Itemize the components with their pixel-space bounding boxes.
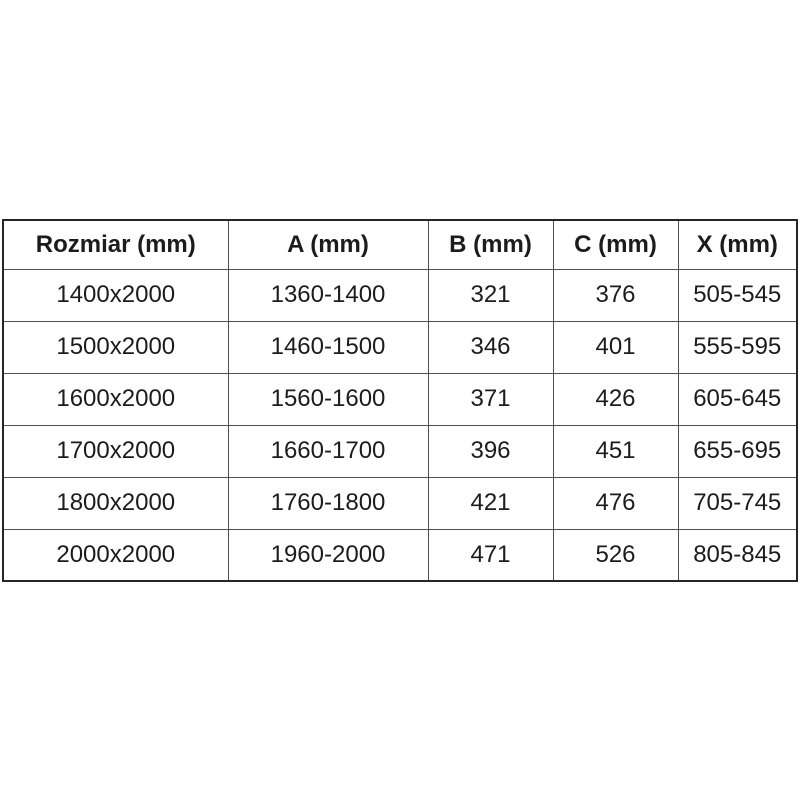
table-cell: 321	[428, 269, 553, 321]
table-cell: 1400x2000	[3, 269, 228, 321]
table-cell: 605-645	[678, 373, 797, 425]
table-cell: 1360-1400	[228, 269, 428, 321]
table-row	[3, 269, 797, 321]
table-cell: 1700x2000	[3, 425, 228, 477]
table-cell: 655-695	[678, 425, 797, 477]
table-row	[3, 321, 797, 373]
header-cell-a: A (mm)	[228, 220, 428, 269]
table-cell: 421	[428, 477, 553, 529]
table-cell: 1760-1800	[228, 477, 428, 529]
header-cell-c: C (mm)	[553, 220, 678, 269]
table-cell: 346	[428, 321, 553, 373]
table-cell: 1600x2000	[3, 373, 228, 425]
table-cell: 705-745	[678, 477, 797, 529]
table-cell: 371	[428, 373, 553, 425]
table-row	[3, 529, 797, 581]
header-row	[3, 220, 797, 269]
table-cell: 1560-1600	[228, 373, 428, 425]
table-cell: 526	[553, 529, 678, 581]
table-cell: 1660-1700	[228, 425, 428, 477]
header-cell-x: X (mm)	[678, 220, 797, 269]
table-row	[3, 477, 797, 529]
table-row	[3, 425, 797, 477]
table-cell: 401	[553, 321, 678, 373]
header-cell-b: B (mm)	[428, 220, 553, 269]
table-row	[3, 373, 797, 425]
header-cell-rozmiar: Rozmiar (mm)	[3, 220, 228, 269]
table-cell: 376	[553, 269, 678, 321]
table-cell: 805-845	[678, 529, 797, 581]
table-cell: 471	[428, 529, 553, 581]
table-cell: 1460-1500	[228, 321, 428, 373]
table-cell: 555-595	[678, 321, 797, 373]
table-cell: 396	[428, 425, 553, 477]
size-spec-table-container	[2, 219, 796, 582]
table-cell: 476	[553, 477, 678, 529]
table-cell: 1800x2000	[3, 477, 228, 529]
table-cell: 426	[553, 373, 678, 425]
table-cell: 1500x2000	[3, 321, 228, 373]
table-cell: 505-545	[678, 269, 797, 321]
table-cell: 1960-2000	[228, 529, 428, 581]
table-cell: 451	[553, 425, 678, 477]
size-spec-table	[2, 219, 798, 582]
table-cell: 2000x2000	[3, 529, 228, 581]
